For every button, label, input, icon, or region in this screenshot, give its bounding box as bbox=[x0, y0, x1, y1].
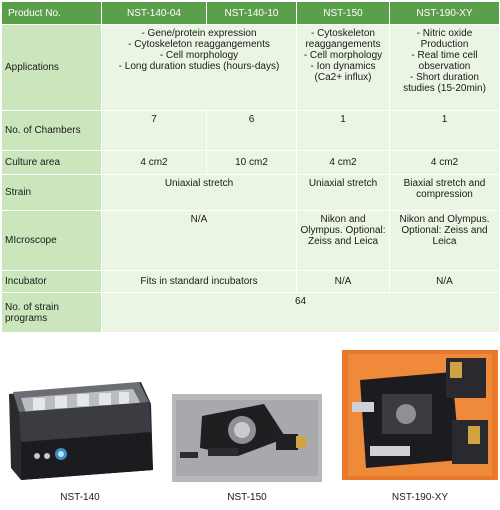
app-150-line: (Ca2+ influx) bbox=[314, 72, 372, 83]
microscope-nst-140: N/A bbox=[102, 211, 297, 271]
row-label-programs: No. of strain programs bbox=[2, 293, 102, 333]
row-chambers bbox=[2, 111, 500, 151]
caption-nst-140: NST-140 bbox=[60, 492, 100, 503]
chambers-nst-190: 1 bbox=[390, 111, 500, 151]
row-label-strain: Strain bbox=[2, 175, 102, 211]
nst-150-photo bbox=[172, 394, 322, 482]
culture-nst-190: 4 cm2 bbox=[390, 151, 500, 175]
header-nst-150: NST-150 bbox=[297, 2, 390, 25]
header-nst-140-04: NST-140-04 bbox=[102, 2, 207, 25]
app-150-line: - Ion dynamics bbox=[310, 61, 376, 72]
incubator-nst-150: N/A bbox=[297, 271, 390, 293]
spec-table bbox=[1, 1, 500, 333]
chambers-nst-150: 1 bbox=[297, 111, 390, 151]
app-190-line: observation bbox=[418, 61, 471, 72]
header-nst-190-xy: NST-190-XY bbox=[390, 2, 500, 25]
app-150-line: reaggangements bbox=[305, 39, 381, 50]
app-190-line: - Real time cell bbox=[411, 50, 478, 61]
app-140-line: - Cytoskeleton reaggangements bbox=[128, 39, 270, 50]
applications-nst-190 bbox=[390, 25, 500, 111]
row-incubator bbox=[2, 271, 500, 293]
app-190-line: Production bbox=[420, 39, 469, 50]
row-microscope bbox=[2, 211, 500, 271]
programs-value: 64 bbox=[102, 293, 500, 333]
incubator-nst-190: N/A bbox=[390, 271, 500, 293]
row-label-applications: Applications bbox=[2, 25, 102, 111]
nst-190-xy-photo bbox=[342, 350, 498, 480]
header-nst-140-10: NST-140-10 bbox=[207, 2, 297, 25]
app-140-line: - Cell morphology bbox=[159, 50, 239, 61]
incubator-nst-140: Fits in standard incubators bbox=[102, 271, 297, 293]
app-140-line: - Long duration studies (hours-days) bbox=[118, 61, 280, 72]
app-150-line: - Cytoskeleton bbox=[311, 28, 375, 39]
strain-nst-140: Uniaxial stretch bbox=[102, 175, 297, 211]
culture-nst-140-04: 4 cm2 bbox=[102, 151, 207, 175]
row-strain bbox=[2, 175, 500, 211]
row-applications bbox=[2, 25, 500, 111]
app-150-line: - Cell morphology bbox=[303, 50, 383, 61]
row-strain-programs bbox=[2, 293, 500, 333]
app-140-line: - Gene/protein expression bbox=[141, 28, 257, 39]
row-culture-area bbox=[2, 151, 500, 175]
caption-nst-190-xy: NST-190-XY bbox=[391, 492, 449, 503]
caption-nst-150: NST-150 bbox=[227, 492, 267, 503]
header-product-no: Product No. bbox=[2, 2, 102, 25]
row-label-chambers: No. of Chambers bbox=[2, 111, 102, 151]
row-label-culture: Culture area bbox=[2, 151, 102, 175]
app-190-line: studies (15-20min) bbox=[403, 83, 486, 94]
nst-140-photo bbox=[3, 372, 153, 486]
applications-nst-140 bbox=[102, 25, 297, 111]
strain-nst-150: Uniaxial stretch bbox=[297, 175, 390, 211]
row-label-microscope: MIcroscope bbox=[2, 211, 102, 271]
microscope-nst-190: Nikon and Olympus. Optional: Zeiss and Leica bbox=[390, 211, 500, 271]
culture-nst-140-10: 10 cm2 bbox=[207, 151, 297, 175]
strain-nst-190: Biaxial stretch and compression bbox=[390, 175, 500, 211]
row-label-incubator: Incubator bbox=[2, 271, 102, 293]
microscope-nst-150: Nikon and Olympus. Optional: Zeiss and Leica bbox=[297, 211, 390, 271]
app-190-line: - Short duration bbox=[410, 72, 479, 83]
app-190-line: - Nitric oxide bbox=[416, 28, 473, 39]
chambers-nst-140-10: 6 bbox=[207, 111, 297, 151]
applications-nst-150 bbox=[297, 25, 390, 111]
chambers-nst-140-04: 7 bbox=[102, 111, 207, 151]
header-row bbox=[2, 2, 500, 25]
product-photos bbox=[0, 346, 500, 510]
culture-nst-150: 4 cm2 bbox=[297, 151, 390, 175]
